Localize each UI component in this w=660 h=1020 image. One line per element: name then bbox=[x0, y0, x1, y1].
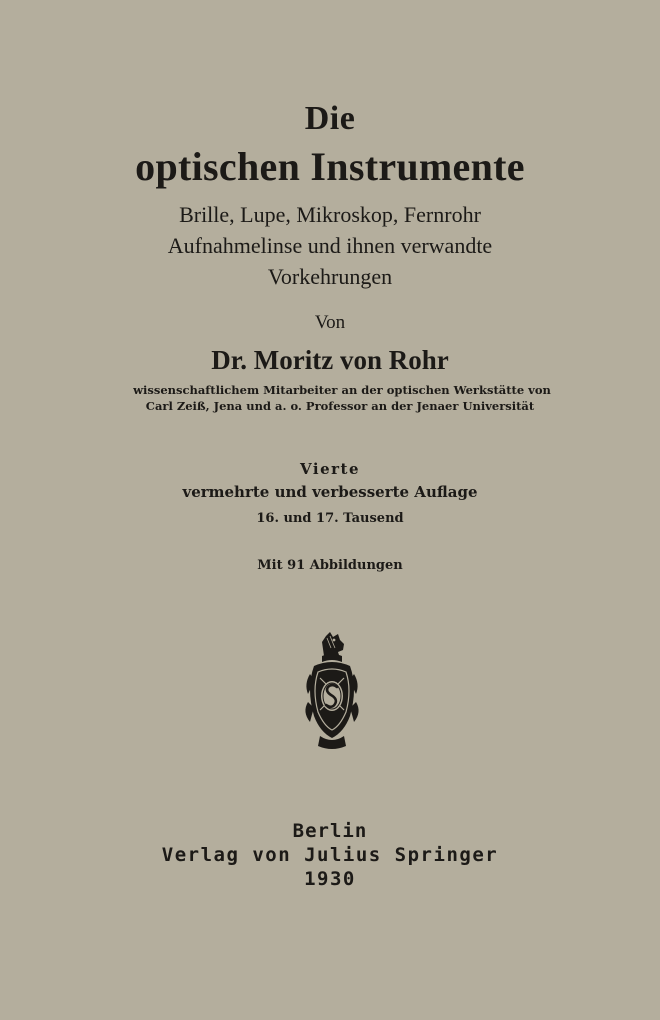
publisher-city: Berlin bbox=[292, 820, 368, 842]
subtitle-line-1: Brille, Lupe, Mikroskop, Fernrohr bbox=[179, 202, 481, 227]
edition-line-2: vermehrte und verbesserte Auflage bbox=[182, 483, 478, 501]
subtitle-line-2: Aufnahmelinse und ihnen verwandte bbox=[167, 233, 493, 258]
byline: Von bbox=[314, 312, 346, 333]
title-line-1: Die bbox=[304, 100, 356, 137]
title-line-2: optischen Instrumente bbox=[135, 144, 525, 189]
author-name: Dr. Moritz von Rohr bbox=[211, 345, 449, 375]
author-affiliation-line-2: Carl Zeiß, Jena und a. o. Professor an der Jenaer Universität bbox=[145, 399, 535, 413]
author-affiliation-line-1: wissenschaftlichem Mitarbeiter an der optischen Werkstätte von bbox=[133, 383, 551, 397]
publisher-name: Verlag von Julius Springer bbox=[161, 844, 499, 866]
illustrations-note: Mit 91 Abbildungen bbox=[257, 558, 403, 573]
publication-year: 1930 bbox=[304, 868, 356, 890]
edition-line-1: Vierte bbox=[300, 460, 360, 478]
edition-line-3: 16. und 17. Tausend bbox=[256, 511, 404, 526]
springer-knight-icon bbox=[300, 628, 364, 752]
subtitle-line-3: Vorkehrungen bbox=[267, 264, 393, 289]
